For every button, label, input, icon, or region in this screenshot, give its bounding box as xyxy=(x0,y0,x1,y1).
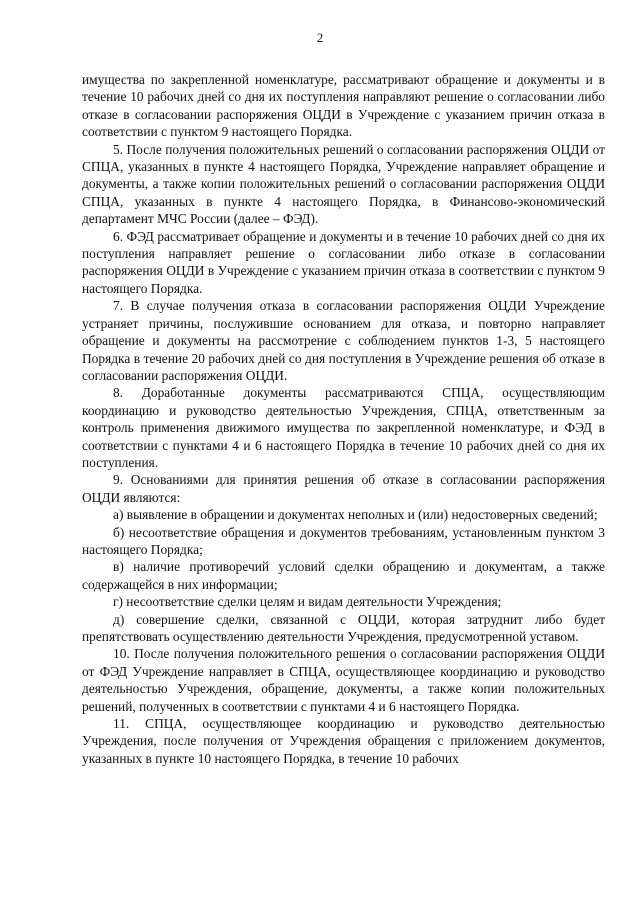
paragraph-item-11: 11. СПЦА, осуществляющее координацию и руководство деятельностью Учреждения, после получения от Учреждения обращения с приложением документов, указанных в пункте 10 настоящего Порядка, в течение 10 рабочих xyxy=(82,716,605,766)
subitem-v: в) наличие противоречий условий сделки обращению и документам, а также содержащейся в них информации; xyxy=(82,559,605,592)
paragraph-item-7: 7. В случае получения отказа в согласовании распоряжения ОЦДИ Учреждение устраняет причины, послужившие основанием для отказа, и повторно направляет обращение и документы на рассмотрение с соблюдением пунктов 1-3, 5 настоящего Порядка в течение 20 рабочих дней со дня поступления в Учреждение решения об отказе в согласовании распоряжения ОЦДИ. xyxy=(82,298,605,383)
document-body xyxy=(82,71,605,767)
paragraph-item-9: 9. Основаниями для принятия решения об отказе в согласовании распоряжения ОЦДИ являются: xyxy=(82,472,605,505)
paragraph-item-10: 10. После получения положительного решения о согласовании распоряжения ОЦДИ от ФЭД Учреждение направляет в СПЦА, осуществляющее координацию и руководство деятельностью Учреждения, обращение, документы, а также копии положительных решений, полученных в соответствии с пунктами 4 и 6 настоящего Порядка. xyxy=(82,646,605,714)
paragraph-item-6: 6. ФЭД рассматривает обращение и документы и в течение 10 рабочих дней со дня их поступления направляет решение о согласовании либо отказе в согласовании распоряжения ОЦДИ в Учреждение с указанием причин отказа в соответствии с пунктом 9 настоящего Порядка. xyxy=(82,228,605,296)
paragraph-item-5: 5. После получения положительных решений о согласовании распоряжения ОЦДИ от СПЦА, указанных в пункте 4 настоящего Порядка, Учреждение направляет обращение и документы, а также копии положительных решений о согласовании распоряжения ОЦДИ СПЦА, указанных в пункте 4 настоящего Порядка, в Финансово-экономический департамент МЧС России (далее – ФЭД). xyxy=(82,141,605,227)
subitem-g: г) несоответствие сделки целям и видам деятельности Учреждения; xyxy=(113,594,502,610)
subitem-a: а) выявление в обращении и документах неполных и (или) недостоверных сведений; xyxy=(113,507,598,523)
subitem-d: д) совершение сделки, связанной с ОЦДИ, которая затруднит либо будет препятствовать осуществлению деятельности Учреждения, предусмотренной уставом. xyxy=(82,611,605,644)
paragraph-item-8: 8. Доработанные документы рассматриваются СПЦА, осуществляющим координацию и руководство деятельностью Учреждения, СПЦА, ответственным за контроль применения движимого имущества по закрепленной номенклатуре, и ФЭД в соответствии с пунктами 4 и 6 настоящего Порядка в течение 10 рабочих дней со дня их поступления. xyxy=(82,385,605,470)
subitem-b: б) несоответствие обращения и документов требованиям, установленным пунктом 3 настоящего Порядка; xyxy=(82,524,605,557)
paragraph-continuation: имущества по закрепленной номенклатуре, рассматривают обращение и документы и в течение 10 рабочих дней со дня их поступления направляют решение о согласовании либо отказе в согласовании распоряжения ОЦДИ в Учреждение с указанием причин отказа в соответствии с пунктом 9 настоящего Порядка. xyxy=(82,72,605,140)
page-number: 2 xyxy=(316,30,324,45)
